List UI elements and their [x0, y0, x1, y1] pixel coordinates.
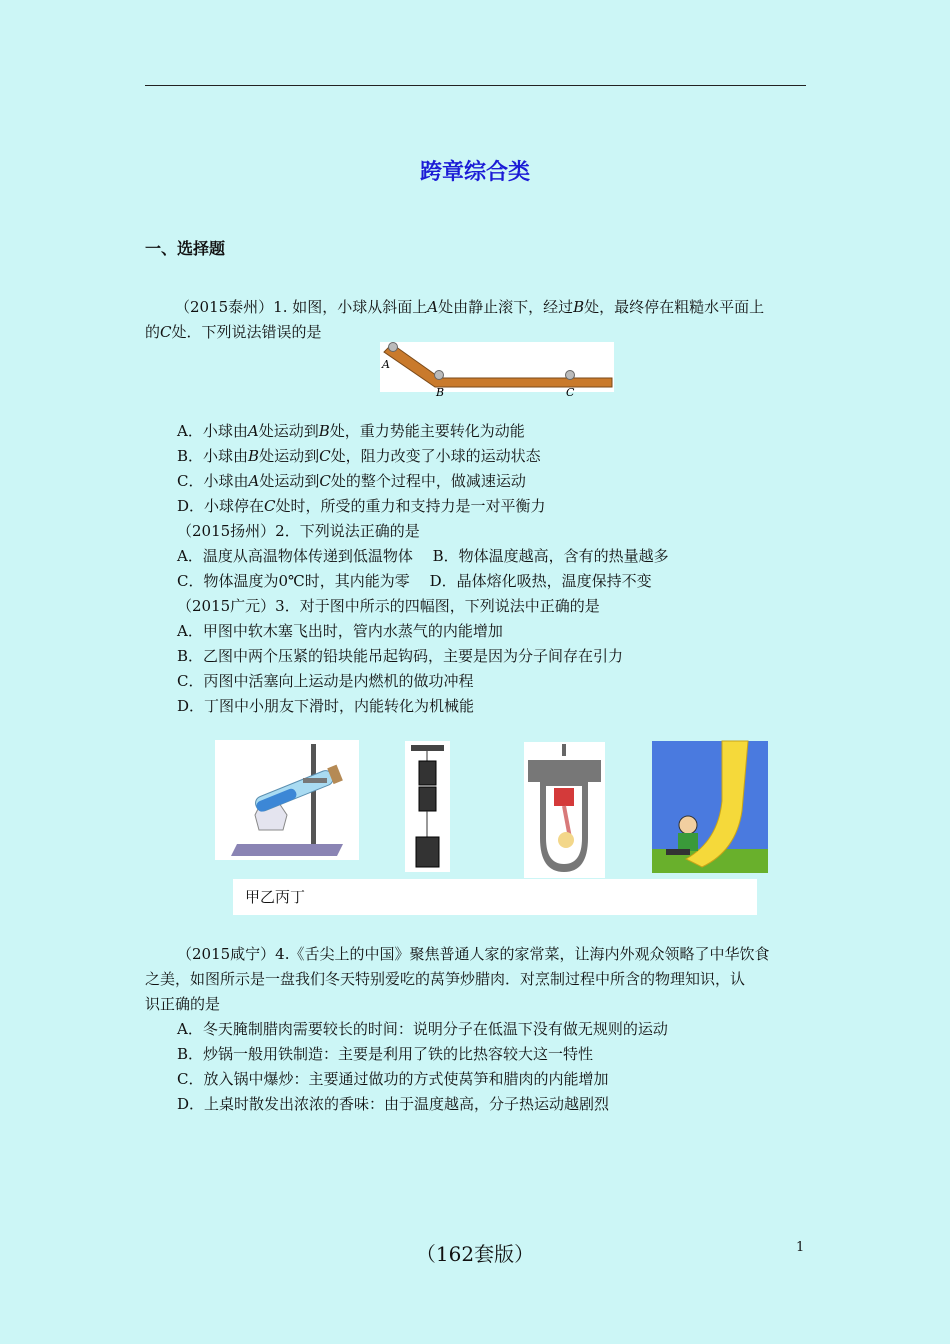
q3-option-a: A．甲图中软木塞飞出时，管内水蒸气的内能增加: [177, 622, 503, 640]
q1-option-d: D．小球停在C处时，所受的重力和支持力是一对平衡力: [177, 497, 546, 515]
q4-option-c: C．放入锅中爆炒：主要通过做功的方式使莴笋和腊肉的内能增加: [177, 1070, 609, 1088]
q2-options-row2: C．物体温度为0℃时，其内能为零 D．晶体熔化吸热，温度保持不变: [177, 572, 652, 590]
q3-option-d: D．丁图中小朋友下滑时，内能转化为机械能: [177, 697, 475, 715]
figure-ding-slide: [652, 741, 768, 873]
q2-stem: （2015扬州）2．下列说法正确的是: [177, 522, 420, 540]
page-title: 跨章综合类: [419, 160, 530, 185]
label-b: B: [436, 386, 445, 399]
q4-stem-line2: 之美，如图所示是一盘我们冬天特别爱吃的莴笋炒腊肉．对烹制过程中所含的物理知识，认: [145, 970, 746, 988]
q3-option-c: C．丙图中活塞向上运动是内燃机的做功冲程: [177, 672, 474, 690]
q4-stem-line1: （2015咸宁）4.《舌尖上的中国》聚焦普通人家的家常菜，让海内外观众领略了中华饮食: [177, 945, 770, 963]
figure-caption: 甲乙丙丁: [233, 879, 757, 915]
q4-stem-line3: 识正确的是: [145, 995, 221, 1013]
q3-stem: （2015广元）3．对于图中所示的四幅图，下列说法中正确的是: [177, 597, 600, 615]
incline-figure: [380, 342, 614, 399]
figure-jia-test-tube: [215, 740, 359, 860]
section-heading: 一、选择题: [145, 239, 226, 258]
header-rule: [145, 85, 806, 86]
q1-option-a: A．小球由A处运动到B处，重力势能主要转化为动能: [177, 422, 525, 440]
q1-option-c: C．小球由A处运动到C处的整个过程中，做减速运动: [177, 472, 526, 490]
q1-stem-line2: 的C处．下列说法错误的是: [145, 323, 322, 341]
label-a: A: [382, 358, 390, 371]
q4-option-d: D．上桌时散发出浓浓的香味：由于温度越高，分子热运动越剧烈: [177, 1095, 610, 1113]
footer-edition: （162套版）: [415, 1242, 535, 1266]
q1-option-b: B．小球由B处运动到C处，阻力改变了小球的运动状态: [177, 447, 541, 465]
label-c: C: [566, 386, 575, 399]
q2-options-row1: A．温度从高温物体传递到低温物体 B．物体温度越高，含有的热量越多: [177, 547, 669, 565]
page-number: 1: [796, 1240, 805, 1255]
q1-stem-line1: （2015泰州）1. 如图，小球从斜面上A处由静止滚下，经过B处，最终停在粗糙水平面上: [175, 298, 765, 316]
figure-yi-lead-blocks: [405, 741, 450, 872]
q3-option-b: B．乙图中两个压紧的铅块能吊起钩码，主要是因为分子间存在引力: [177, 647, 624, 665]
q4-option-a: A．冬天腌制腊肉需要较长的时间：说明分子在低温下没有做无规则的运动: [177, 1020, 668, 1038]
q4-option-b: B．炒锅一般用铁制造：主要是利用了铁的比热容较大这一特性: [177, 1045, 594, 1063]
figure-bing-engine: [524, 742, 605, 878]
